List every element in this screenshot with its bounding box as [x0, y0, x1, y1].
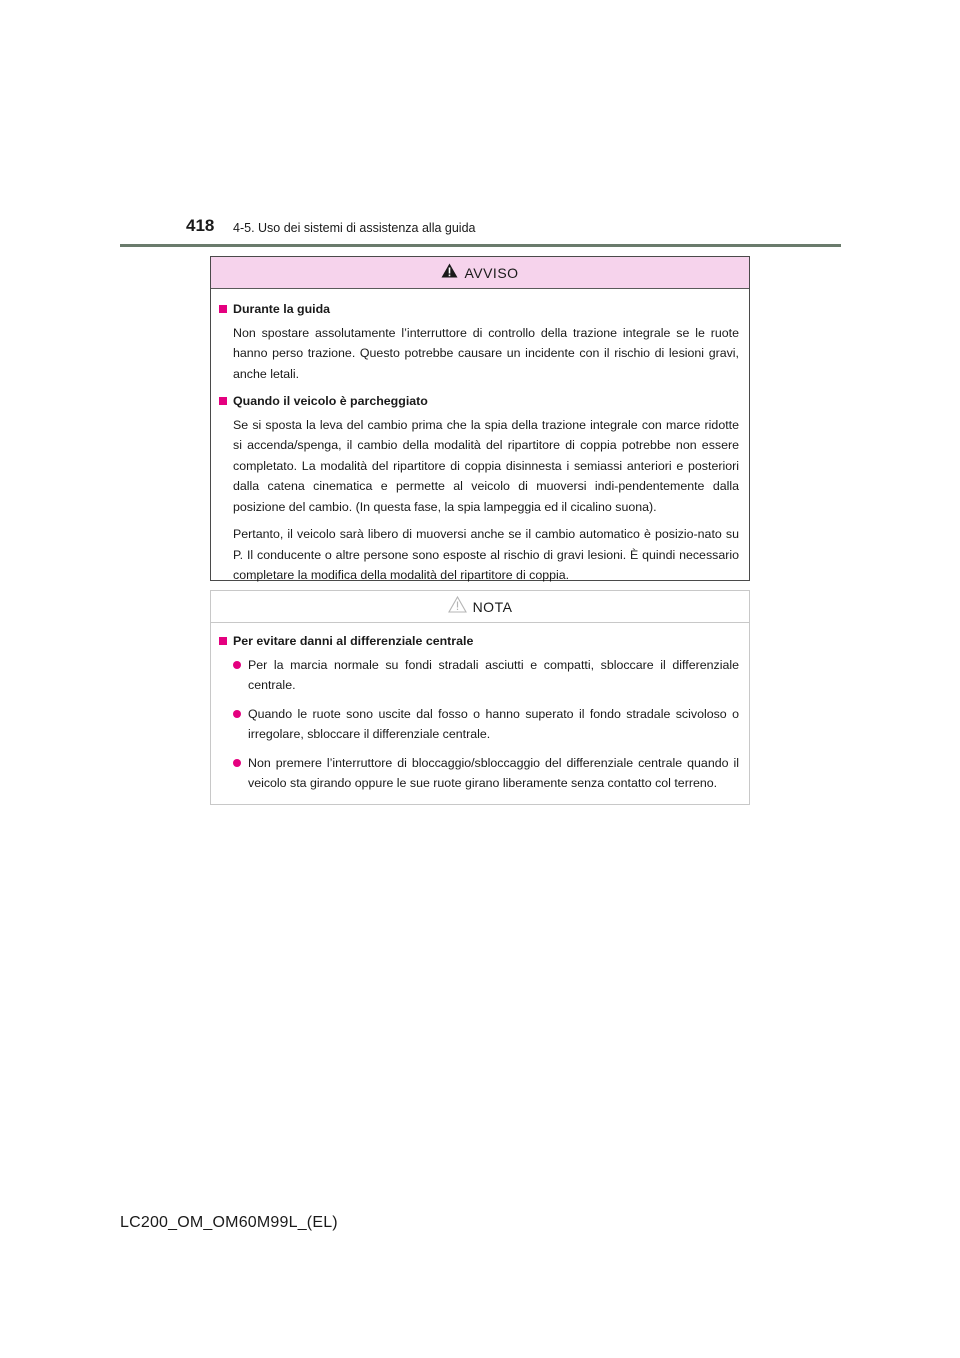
document-code: LC200_OM_OM60M99L_(EL) — [120, 1214, 338, 1231]
warning-triangle-icon — [441, 263, 458, 283]
square-bullet-icon — [219, 637, 227, 645]
note-box — [210, 590, 750, 805]
list-item — [233, 655, 739, 696]
warning-label: AVVISO — [464, 264, 519, 281]
list-item — [233, 753, 739, 794]
note-box-body — [211, 623, 749, 794]
warning-paragraph: Non spostare assolutamente l’interruttore di controllo della trazione integrale se le ruote hanno perso trazione. Questo potrebbe causare un incidente con il rischio di lesioni gravi, anche letali. — [233, 325, 739, 381]
dot-bullet-icon — [233, 661, 241, 669]
warning-section-title: Durante la guida — [233, 302, 331, 316]
note-box-header — [211, 591, 749, 623]
note-bullet-text: Per la marcia normale su fondi stradali asciutti e compatti, sbloccare il differenziale centrale. — [248, 657, 739, 692]
note-bullet-text: Quando le ruote sono uscite dal fosso o hanno superato il fondo stradale scivoloso o irregolare, sbloccare il differenziale centrale. — [248, 706, 739, 741]
dot-bullet-icon — [233, 759, 241, 767]
warning-paragraph: Pertanto, il veicolo sarà libero di muoversi anche se il cambio automatico è posizio-nato su P. Il conducente o altre persone sono esposte al rischio di gravi lesioni. È quindi necessario completare la modifica della modalità del ripartitore di coppia. — [233, 527, 739, 582]
square-bullet-icon — [219, 305, 227, 313]
warning-box-body — [211, 289, 749, 586]
caution-triangle-icon — [448, 596, 467, 618]
warning-box-header — [211, 257, 749, 289]
section-title: 4-5. Uso dei sistemi di assistenza alla guida — [233, 221, 476, 235]
note-label: NOTA — [472, 598, 513, 615]
header-divider — [120, 244, 841, 247]
warning-paragraph: Se si sposta la leva del cambio prima che la spia della trazione integrale con marce ridotte si accenda/spenga, il cambio della modalità del ripartitore di coppia potrebbe non essere completato. La modalità del ripartitore di coppia disinnesta i semiassi anteriori e posteriori dalla catena cinematica e permette al veicolo di muoversi indi-pendentemente dalla posizione del cambio. (In questa fase, la spia lampeggia ed il cicalino suona). — [233, 417, 739, 514]
square-bullet-icon — [219, 397, 227, 405]
warning-section — [219, 299, 739, 384]
note-section-title: Per evitare danni al differenziale centrale — [233, 634, 474, 648]
warning-section-title: Quando il veicolo è parcheggiato — [233, 394, 428, 408]
warning-box — [210, 256, 750, 581]
page-header — [0, 0, 960, 250]
note-bullet-text: Non premere l’interruttore di bloccaggio/sbloccaggio del differenziale centrale quando il veicolo sta girando oppure le sue ruote girano liberamente senza contatto col terreno. — [248, 755, 739, 790]
warning-section — [219, 391, 739, 586]
page-number: 418 — [186, 216, 215, 235]
list-item — [233, 704, 739, 745]
dot-bullet-icon — [233, 710, 241, 718]
